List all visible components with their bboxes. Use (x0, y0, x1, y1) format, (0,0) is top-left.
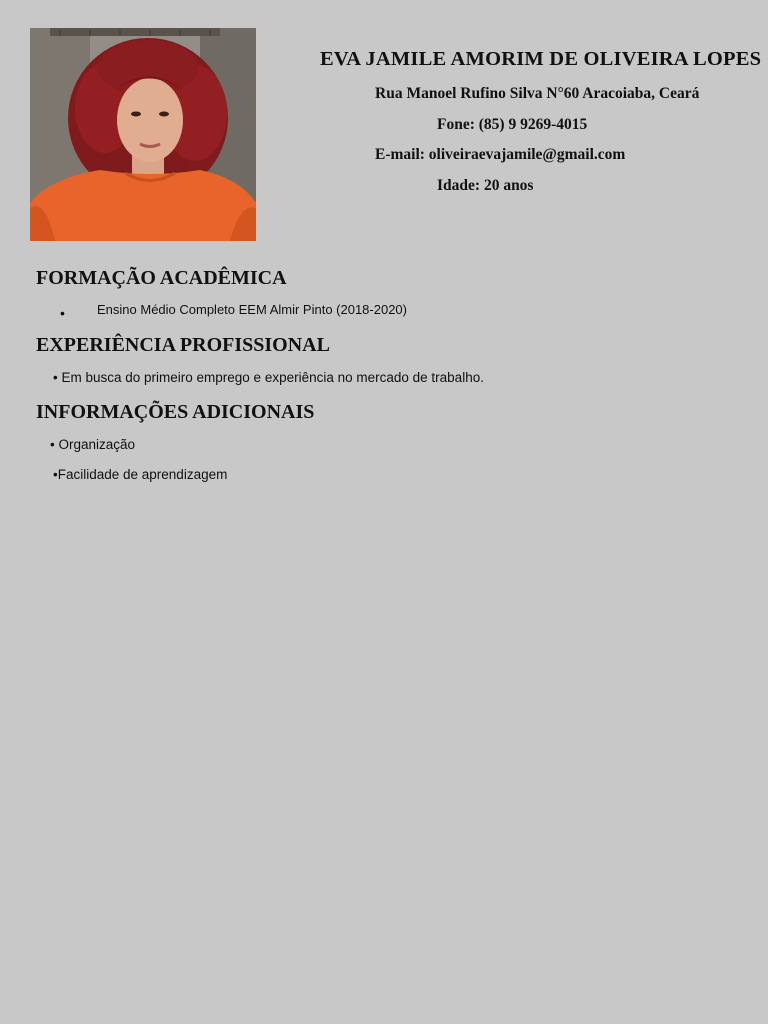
age-line: Idade: 20 anos (437, 177, 534, 194)
candidate-name: EVA JAMILE AMORIM DE OLIVEIRA LOPES (320, 48, 762, 70)
formacao-item: Ensino Médio Completo EEM Almir Pinto (2018-2020) (97, 302, 407, 317)
bullet-icon: • (60, 305, 65, 321)
profile-photo (30, 28, 256, 241)
address-line: Rua Manoel Rufino Silva N°60 Aracoiaba, Ceará (375, 85, 700, 102)
email-line: E-mail: oliveiraevajamile@gmail.com (375, 146, 626, 163)
adicionais-item: • Organização (50, 437, 136, 452)
section-title-formacao: FORMAÇÃO ACADÊMICA (36, 267, 287, 289)
adicionais-item: •Facilidade de aprendizagem (53, 467, 228, 482)
section-title-adicionais: INFORMAÇÕES ADICIONAIS (36, 401, 315, 423)
section-title-experiencia: EXPERIÊNCIA PROFISSIONAL (36, 334, 330, 356)
experiencia-item: • Em busca do primeiro emprego e experiência no mercado de trabalho. (53, 370, 484, 385)
phone-line: Fone: (85) 9 9269-4015 (437, 116, 588, 133)
